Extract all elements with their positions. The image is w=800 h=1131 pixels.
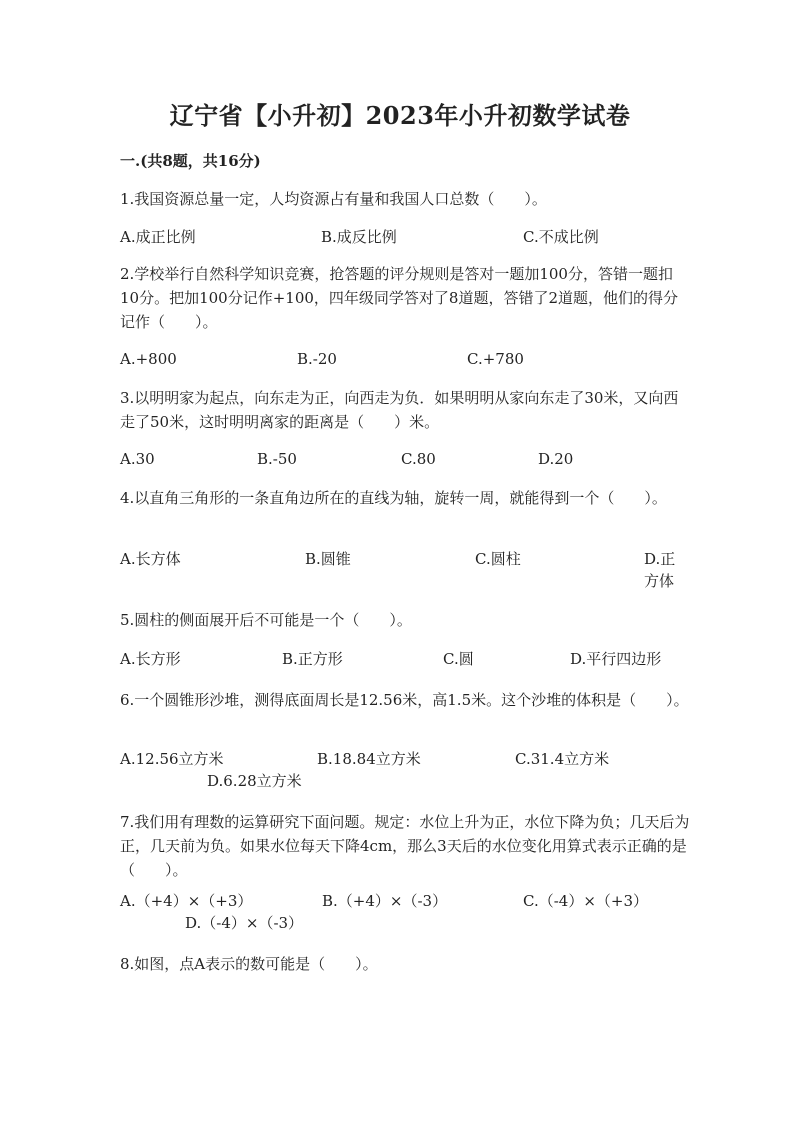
q3-option-b: B.-50 bbox=[257, 450, 297, 468]
question-4: 4.以直角三角形的一条直角边所在的直线为轴，旋转一周，就能得到一个（ ）。 bbox=[120, 489, 667, 507]
q6-option-c: C.31.4立方米 bbox=[515, 750, 610, 768]
question-3: 3.以明明家为起点，向东走为正，向西走为负．如果明明从家向东走了30米，又向西走了50米，这时明明离家的距离是（ ）米。 bbox=[120, 389, 679, 431]
q3-option-c: C.80 bbox=[401, 450, 436, 468]
q2-option-c: C.+780 bbox=[467, 350, 524, 368]
q4-option-d-text: D.正方体 bbox=[644, 550, 676, 590]
q4-option-a: A.长方体 bbox=[120, 550, 181, 568]
q3-option-d: D.20 bbox=[538, 450, 574, 468]
q4-option-d bbox=[120, 548, 678, 592]
q4-option-b: B.圆锥 bbox=[305, 550, 351, 568]
question-1: 1.我国资源总量一定，人均资源占有量和我国人口总数（ ）。 bbox=[120, 190, 547, 208]
q5-option-d: D.平行四边形 bbox=[570, 650, 662, 668]
q7-option-d: D.（-4）×（-3） bbox=[185, 914, 304, 932]
q2-option-a: A.+800 bbox=[120, 350, 177, 368]
q5-option-c: C.圆 bbox=[443, 650, 474, 668]
q1-option-a: A.成正比例 bbox=[120, 228, 196, 246]
section-heading: 一.(共8题，共16分) bbox=[120, 152, 261, 170]
q6-option-a: A.12.56立方米 bbox=[120, 750, 224, 768]
q5-option-a: A.长方形 bbox=[120, 650, 181, 668]
q7-option-a: A.（+4）×（+3） bbox=[120, 892, 253, 910]
q6-option-d: D.6.28立方米 bbox=[207, 772, 302, 790]
q7-option-b: B.（+4）×（-3） bbox=[322, 892, 448, 910]
question-2: 2.学校举行自然科学知识竞赛，抢答题的评分规则是答对一题加100分，答错一题扣10分。把加100分记作+100，四年级同学答对了8道题，答错了2道题，他们的得分记作（ ）。 bbox=[120, 265, 679, 331]
q6-option-b: B.18.84立方米 bbox=[317, 750, 421, 768]
q1-option-b: B.成反比例 bbox=[321, 228, 397, 246]
q7-option-c: C.（-4）×（+3） bbox=[523, 892, 649, 910]
question-6: 6.一个圆锥形沙堆，测得底面周长是12.56米，高1.5米。这个沙堆的体积是（ ）。 bbox=[120, 691, 689, 709]
q2-option-b: B.-20 bbox=[297, 350, 337, 368]
question-8: 8.如图，点A表示的数可能是（ ）。 bbox=[120, 955, 378, 973]
q5-option-b: B.正方形 bbox=[282, 650, 343, 668]
q3-option-a: A.30 bbox=[120, 450, 155, 468]
question-5: 5.圆柱的侧面展开后不可能是一个（ ）。 bbox=[120, 611, 412, 629]
q1-option-c: C.不成比例 bbox=[523, 228, 599, 246]
question-7: 7.我们用有理数的运算研究下面问题。规定：水位上升为正，水位下降为负；几天后为正，几天前为负。如果水位每天下降4cm，那么3天后的水位变化用算式表示正确的是（ ）。 bbox=[120, 813, 690, 879]
exam-title: 辽宁省【小升初】2023年小升初数学试卷 bbox=[169, 101, 631, 130]
q4-option-c: C.圆柱 bbox=[475, 550, 521, 568]
